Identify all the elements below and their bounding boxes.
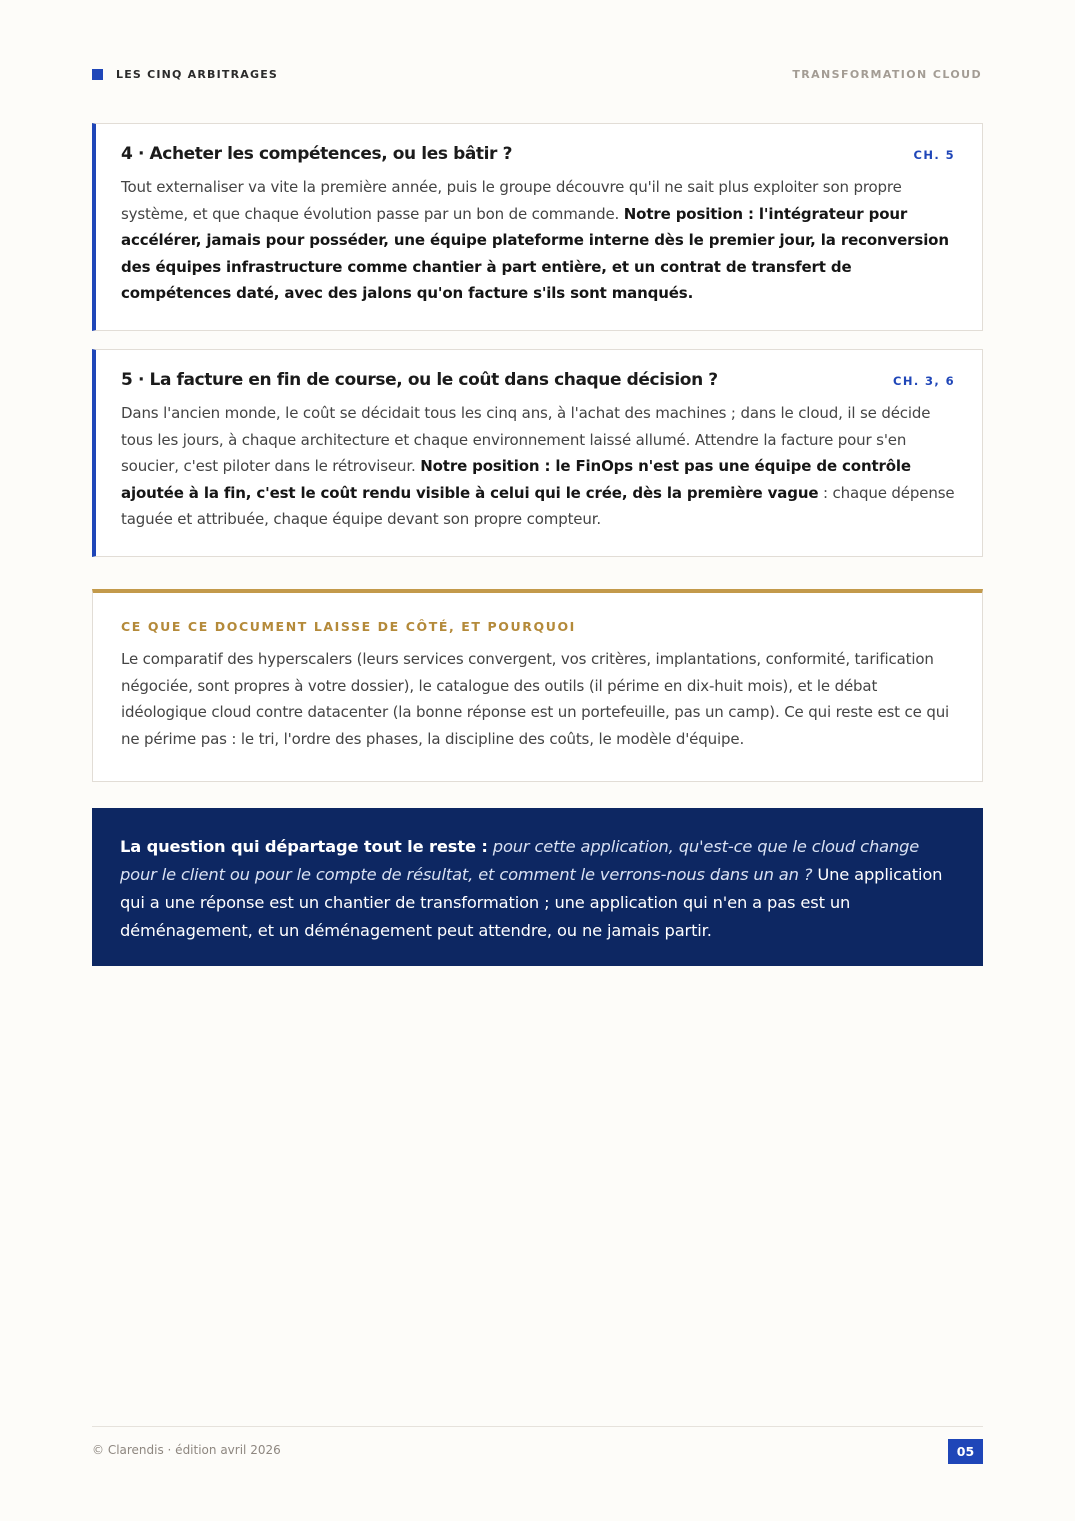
section-label [92,68,278,81]
chapter-reference: CH. 5 [913,148,955,162]
card-position: Notre position : l'intégrateur pour accélérer, jamais pour posséder, une équipe plateforme interne dès le premier jour, la reconversion des équipes infrastructure comme chantier à part entière, et un contrat de transfert de compétences daté, avec des jalons qu'on facture s'ils sont manqués. [121,204,949,302]
section-title: LES CINQ ARBITRAGES [116,67,279,81]
scope-note [92,589,983,782]
card-text-plain: Tout externaliser va vite la première année, puis le groupe découvre qu'il ne sait plus exploiter son propre système, et que chaque évolution passe par un bon de commande. [121,178,902,223]
section-marker-icon [92,69,103,80]
key-question: pour cette application, qu'est-ce que le cloud change pour le client ou pour le compte de résultat, et comment le verrons-nous dans un an ? [120,837,920,884]
scope-note-text: Le comparatif des hyperscalers (leurs services convergent, vos critères, implantations, conformité, tarification négociée, sont propres à votre dossier), le catalogue des outils (il périme en dix-huit mois), et le débat idéologique cloud contre datacenter (la bonne réponse est un portefeuille, pas un camp). Ce qui reste est ce qui ne périme pas : le tri, l'ordre des phases, la discipline des coûts, le modèle d'équipe. [121,650,950,748]
key-question-tail: Une application qui a une réponse est un chantier de transformation ; une application qui n'en a pas est un déménagement, et un déménagement peut attendre, ou ne jamais partir. [120,865,943,940]
footer-copyright: © Clarendis · édition avril 2026 [92,1443,281,1457]
page-number: 05 [948,1439,983,1464]
card-title: 4 · Acheter les compétences, ou les bâtir ? [121,144,513,164]
chapter-reference: CH. 3, 6 [892,374,955,388]
footer-divider [92,1426,983,1427]
card-title: 5 · La facture en fin de course, ou le coût dans chaque décision ? [121,370,718,390]
running-header [92,66,982,82]
document-title: TRANSFORMATION CLOUD [792,67,982,81]
card-text-tail: : chaque dépense taguée et attribuée, chaque équipe devant son propre compteur. [121,483,955,528]
key-question-lead: La question qui départage tout le reste : [120,837,488,856]
arbitrage-card-5 [92,349,983,557]
scope-note-title: CE QUE CE DOCUMENT LAISSE DE CÔTÉ, ET POURQUOI [121,619,576,634]
card-text-plain: Dans l'ancien monde, le coût se décidait tous les cinq ans, à l'achat des machines ; dans le cloud, il se décide tous les jours, à chaque architecture et chaque environnement laissé allumé. Attendre la facture pour s'en soucier, c'est piloter dans le rétroviseur. [121,404,931,475]
card-text [121,174,955,307]
card-text [121,400,955,533]
card-position: Notre position : le FinOps n'est pas une équipe de contrôle ajoutée à la fin, c'est le coût rendu visible à celui qui le crée, dès la première vague [121,457,911,502]
key-question-banner [92,808,983,966]
arbitrage-card-4 [92,123,983,331]
